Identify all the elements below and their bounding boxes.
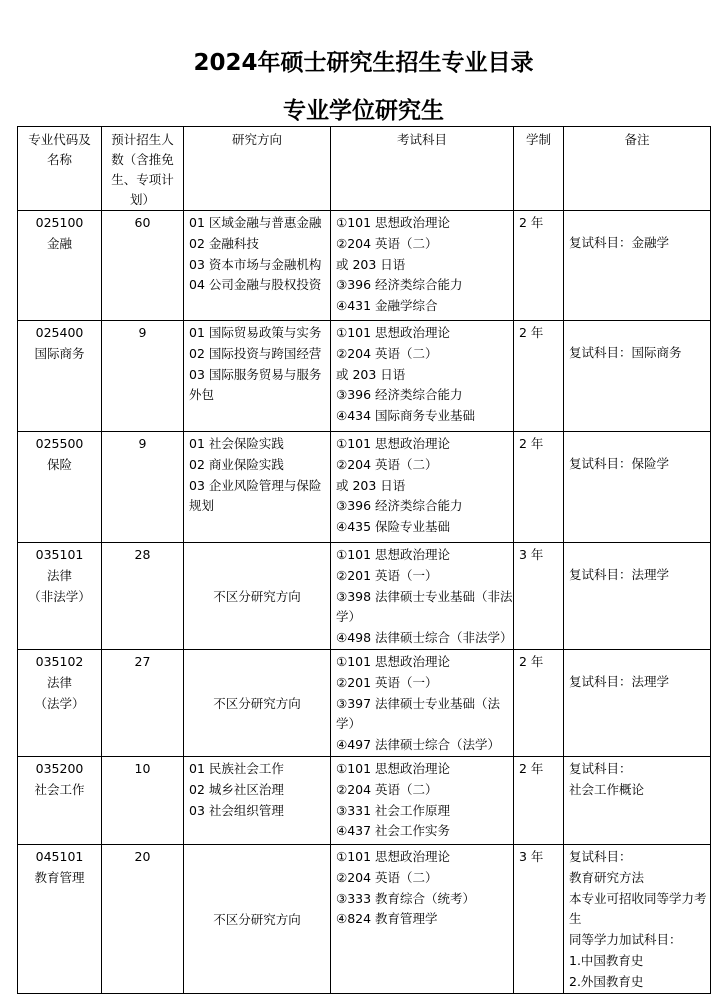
- major-name: 金融: [46, 235, 72, 251]
- cell-major-code: [18, 321, 102, 432]
- cell-major-code: [18, 756, 102, 844]
- exam-item: ①101 思想政治理论: [336, 653, 451, 669]
- cell-years: [514, 321, 564, 432]
- direction-item: 04 公司金融与股权投资: [189, 277, 322, 293]
- exam-item: ②204 英语（二）: [336, 869, 438, 885]
- cell-years: [514, 543, 564, 650]
- exam-item: ③331 社会工作原理: [336, 802, 451, 818]
- cell-major-code: [18, 432, 102, 543]
- cell-years: [514, 211, 564, 321]
- cell-directions: [184, 211, 331, 321]
- exam-item: ④431 金融学综合: [336, 298, 438, 314]
- cell-exams: [331, 844, 514, 993]
- table-row: [18, 844, 711, 993]
- cell-directions: [184, 321, 331, 432]
- exam-item: ③397 法律硕士专业基础（法学）: [336, 695, 501, 732]
- cell-plan-count: [102, 432, 184, 543]
- cell-directions: [184, 756, 331, 844]
- exam-item: ②201 英语（一）: [336, 567, 438, 583]
- cell-notes: [564, 543, 711, 650]
- major-name: 法律: [46, 674, 72, 690]
- major-code: 025100: [35, 215, 84, 230]
- plan-count: 27: [134, 653, 151, 669]
- direction-item: 03 社会组织管理: [189, 802, 284, 818]
- study-years: 3 年: [519, 848, 544, 864]
- exam-item: ④435 保险专业基础: [336, 519, 451, 535]
- catalog-table: [17, 126, 711, 994]
- major-name: 国际商务: [34, 345, 85, 361]
- direction-item: 03 资本市场与金融机构: [189, 256, 322, 272]
- cell-exams: [331, 756, 514, 844]
- plan-count: 28: [134, 547, 151, 562]
- major-code: 045101: [35, 848, 84, 864]
- exam-item: ④437 社会工作实务: [336, 823, 451, 839]
- direction-item: 02 商业保险实践: [189, 456, 284, 472]
- exam-item: ②204 英语（二）: [336, 781, 438, 797]
- cell-years: [514, 756, 564, 844]
- exam-item: ①101 思想政治理论: [336, 547, 451, 562]
- direction-item: 02 城乡社区治理: [189, 781, 284, 797]
- table-row: [18, 432, 711, 543]
- table-row: [18, 756, 711, 844]
- direction-item: 01 民族社会工作: [189, 760, 284, 776]
- cell-plan-count: [102, 543, 184, 650]
- header-plan: 预计招生人数（含推免生、专项计划）: [102, 127, 184, 211]
- plan-count: 20: [134, 848, 151, 864]
- note-item: 复试科目：法理学: [569, 673, 670, 689]
- plan-count: 9: [138, 325, 147, 340]
- major-code: 035101: [35, 547, 84, 562]
- exam-item: 或 203 日语: [336, 256, 406, 272]
- note-item: 同等学力加试科目：: [569, 932, 682, 948]
- exam-item: ②204 英语（二）: [336, 456, 438, 472]
- direction-item: 02 国际投资与跨国经营: [189, 345, 322, 361]
- exam-item: 或 203 日语: [336, 477, 406, 493]
- cell-plan-count: [102, 321, 184, 432]
- header-code: 专业代码及名称: [18, 127, 102, 211]
- cell-years: [514, 649, 564, 756]
- exam-item: ①101 思想政治理论: [336, 325, 451, 340]
- cell-major-code: [18, 543, 102, 650]
- cell-exams: [331, 432, 514, 543]
- note-item: 复试科目：金融学: [569, 235, 670, 250]
- note-item: 教育研究方法: [569, 869, 645, 885]
- note-item: 复试科目：国际商务: [569, 345, 682, 360]
- cell-plan-count: [102, 756, 184, 844]
- table-row: [18, 211, 711, 321]
- cell-directions: [184, 432, 331, 543]
- table-row: [18, 543, 711, 650]
- cell-notes: [564, 432, 711, 543]
- cell-exams: [331, 321, 514, 432]
- note-item: 社会工作概论: [569, 781, 645, 797]
- direction-item: 01 社会保险实践: [189, 436, 284, 451]
- exam-item: ④824 教育管理学: [336, 911, 438, 927]
- direction-item: 01 区域金融与普惠金融: [189, 215, 322, 230]
- study-years: 2 年: [519, 215, 544, 230]
- exam-item: ①101 思想政治理论: [336, 760, 451, 776]
- page-subtitle: 专业学位研究生: [283, 98, 444, 124]
- note-item: 复试科目：法理学: [569, 567, 670, 582]
- exam-item: ④497 法律硕士综合（法学）: [336, 737, 501, 753]
- plan-count: 10: [134, 760, 151, 776]
- page-title: 2024年硕士研究生招生专业目录: [193, 50, 534, 76]
- plan-count: 9: [138, 436, 147, 451]
- direction-item: 03 企业风险管理与保险规划: [189, 477, 322, 514]
- major-name-note: （非法学）: [28, 588, 91, 604]
- header-direction: 研究方向: [184, 127, 331, 211]
- header-notes: 备注: [564, 127, 711, 211]
- exam-item: ①101 思想政治理论: [336, 436, 451, 451]
- table-row: [18, 649, 711, 756]
- header-exams: 考试科目: [331, 127, 514, 211]
- table-row: [18, 321, 711, 432]
- cell-notes: [564, 844, 711, 993]
- major-code: 025400: [35, 325, 84, 340]
- major-name-note: （法学）: [34, 695, 85, 711]
- direction-item: 02 金融科技: [189, 235, 259, 251]
- cell-no-direction: 不区分研究方向: [184, 844, 331, 993]
- cell-plan-count: [102, 649, 184, 756]
- header-years: 学制: [514, 127, 564, 211]
- major-name: 教育管理: [34, 869, 85, 885]
- plan-count: 60: [134, 215, 151, 230]
- exam-item: ③396 经济类综合能力: [336, 277, 463, 293]
- cell-major-code: [18, 844, 102, 993]
- major-code: 035102: [35, 653, 84, 669]
- major-name: 保险: [46, 456, 72, 472]
- cell-years: [514, 844, 564, 993]
- note-item: 本专业可招收同等学力考生: [569, 890, 707, 927]
- exam-item: ①101 思想政治理论: [336, 848, 451, 864]
- cell-no-direction: 不区分研究方向: [184, 649, 331, 756]
- cell-notes: [564, 321, 711, 432]
- table-header-row: [18, 127, 711, 211]
- study-years: 2 年: [519, 436, 544, 451]
- cell-notes: [564, 756, 711, 844]
- direction-item: 03 国际服务贸易与服务外包: [189, 366, 322, 403]
- study-years: 2 年: [519, 760, 544, 776]
- direction-item: 01 国际贸易政策与实务: [189, 325, 322, 340]
- study-years: 2 年: [519, 653, 544, 669]
- exam-item: 或 203 日语: [336, 366, 406, 382]
- cell-major-code: [18, 649, 102, 756]
- exam-item: ②201 英语（一）: [336, 674, 438, 690]
- major-code: 035200: [35, 760, 84, 776]
- exam-item: ③396 经济类综合能力: [336, 498, 463, 514]
- exam-item: ④434 国际商务专业基础: [336, 408, 476, 424]
- note-item: 2.外国教育史: [569, 973, 644, 989]
- cell-notes: [564, 211, 711, 321]
- exam-item: ④498 法律硕士综合（非法学）: [336, 630, 513, 646]
- exam-item: ②204 英语（二）: [336, 345, 438, 361]
- exam-item: ③396 经济类综合能力: [336, 387, 463, 403]
- cell-exams: [331, 649, 514, 756]
- note-item: 复试科目：: [569, 848, 632, 864]
- cell-notes: [564, 649, 711, 756]
- exam-item: ②204 英语（二）: [336, 235, 438, 251]
- major-name: 法律: [46, 567, 72, 583]
- exam-item: ③333 教育综合（统考）: [336, 890, 476, 906]
- note-item: 复试科目：: [569, 760, 632, 776]
- cell-major-code: [18, 211, 102, 321]
- major-name: 社会工作: [34, 781, 85, 797]
- cell-exams: [331, 211, 514, 321]
- cell-years: [514, 432, 564, 543]
- exam-item: ①101 思想政治理论: [336, 215, 451, 230]
- note-item: 1.中国教育史: [569, 952, 644, 968]
- cell-no-direction: 不区分研究方向: [184, 543, 331, 650]
- study-years: 2 年: [519, 325, 544, 340]
- exam-item: ③398 法律硕士专业基础（非法学）: [336, 588, 513, 625]
- cell-plan-count: [102, 211, 184, 321]
- major-code: 025500: [35, 436, 84, 451]
- cell-plan-count: [102, 844, 184, 993]
- cell-exams: [331, 543, 514, 650]
- note-item: 复试科目：保险学: [569, 456, 670, 471]
- study-years: 3 年: [519, 547, 544, 562]
